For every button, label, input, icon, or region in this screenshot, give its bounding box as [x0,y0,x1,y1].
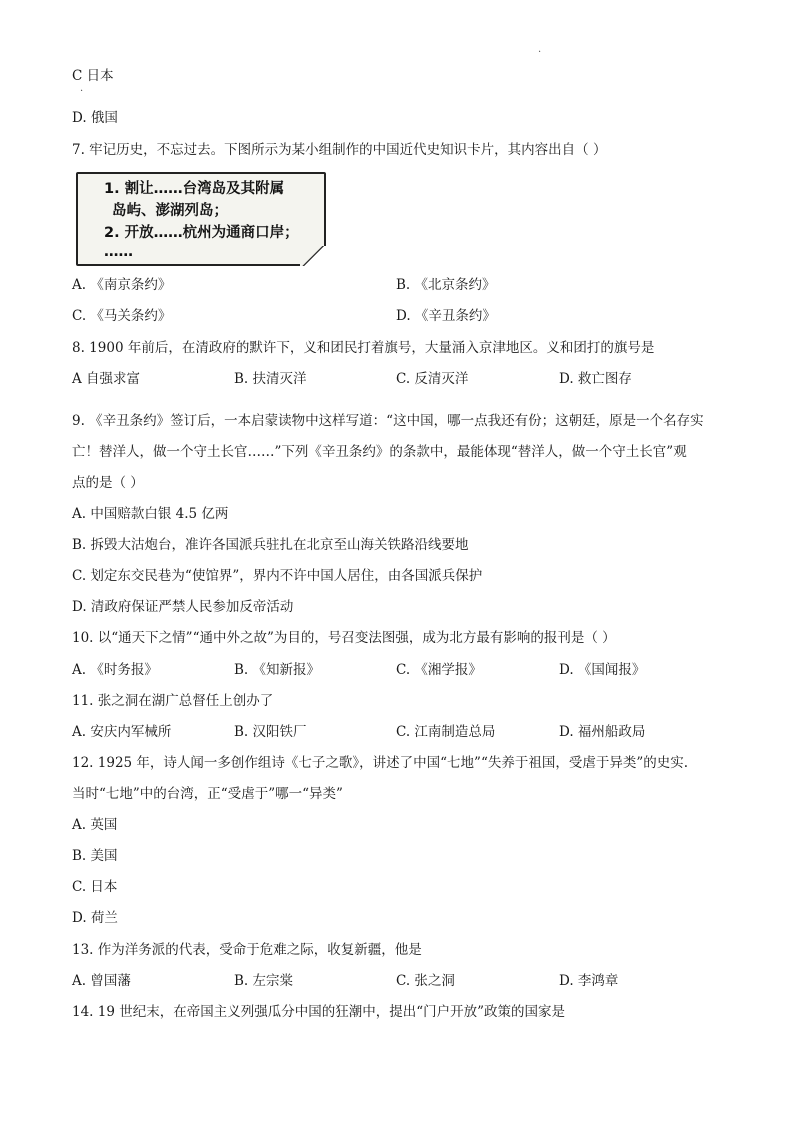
question-10-option-d: D. 《国闻报》 [559,662,646,678]
question-8-option-a: A 自强求富 [72,371,141,387]
question-9-stem-line-1: 9. 《辛丑条约》签订后，一本启蒙读物中这样写道：“这中国，哪一点我还有份；这朝廷，原是一个名存实 [72,413,704,429]
question-9-option-c: C. 划定东交民巷为“使馆界”，界内不许中国人居住，由各国派兵保护 [72,568,483,584]
card-line-1: 1. 割让……台湾岛及其附属 [104,181,285,197]
question-12-option-a: A. 英国 [72,817,118,833]
question-11-option-c: C. 江南制造总局 [396,724,496,740]
question-10-option-c: C. 《湘学报》 [396,662,482,678]
question-12-option-b: B. 美国 [72,848,118,864]
question-7-option-b: B. 《北京条约》 [396,277,496,293]
question-9-stem-line-2: 亡！替洋人，做一个守土长官……”下列《辛丑条约》的条款中，最能体现“替洋人，做一个守土长官”观 [72,444,687,460]
question-13-option-a: A. 曾国藩 [72,973,131,989]
question-9-option-a: A. 中国赔款白银 4.5 亿两 [72,506,229,522]
question-14-stem: 14. 19 世纪末，在帝国主义列强瓜分中国的狂潮中，提出“门户开放”政策的国家是 [72,1004,566,1020]
question-12-option-d: D. 荷兰 [72,910,118,926]
card-line-2: 岛屿、澎湖列岛； [112,203,228,219]
question-13-stem: 13. 作为洋务派的代表，受命于危难之际，收复新疆，他是 [72,942,422,958]
knowledge-card-image [76,172,326,266]
header-dot: . [538,44,542,55]
question-7-stem: 7. 牢记历史，不忘过去。下图所示为某小组制作的中国近代史知识卡片，其内容出自（ ） [72,142,607,158]
question-7-option-a: A. 《南京条约》 [72,277,172,293]
question-8-option-b: B. 扶清灭洋 [234,371,307,387]
question-12-stem-line-2: 当时“七地”中的台湾，正“受虐于”哪一“异类” [72,786,343,802]
question-13-option-c: C. 张之洞 [396,973,455,989]
question-12-stem-line-1: 12. 1925 年，诗人闻一多创作组诗《七子之歌》，讲述了中国“七地”“失养于祖国，受虐于异类”的史实. [72,755,689,771]
question-8-option-c: C. 反清灭洋 [396,371,469,387]
question-10-option-b: B. 《知新报》 [234,662,321,678]
question-13-option-d: D. 李鸿章 [559,973,619,989]
card-line-4: …… [104,244,133,260]
prev-option-d: D. 俄国 [72,110,118,126]
question-11-stem: 11. 张之洞在湖广总督任上创办了 [72,693,274,709]
question-9-option-d: D. 清政府保证严禁人民参加反帝活动 [72,599,294,615]
question-11-option-a: A. 安庆内军械所 [72,724,172,740]
question-13-option-b: B. 左宗棠 [234,973,294,989]
question-9-stem-line-3: 点的是（ ） [72,475,144,491]
question-10-option-a: A. 《时务报》 [72,662,158,678]
prev-option-c: C 日本 [72,68,114,84]
question-8-stem: 8. 1900 年前后，在清政府的默许下，义和团民打着旗号，大量涌入京津地区。义和团打的旗号是 [72,340,655,356]
question-8-option-d: D. 救亡图存 [559,371,632,387]
question-7-option-d: D. 《辛丑条约》 [396,308,496,324]
question-10-stem: 10. 以“通天下之情”“通中外之故”为目的，号召变法图强，成为北方最有影响的报刊是（ ） [72,630,616,646]
stray-mark: · [80,86,84,97]
question-9-option-b: B. 拆毁大沽炮台，准许各国派兵驻扎在北京至山海关铁路沿线要地 [72,537,469,553]
question-11-option-d: D. 福州船政局 [559,724,646,740]
card-line-3: 2. 开放……杭州为通商口岸； [104,225,299,241]
question-11-option-b: B. 汉阳铁厂 [234,724,307,740]
question-7-option-c: C. 《马关条约》 [72,308,172,324]
question-12-option-c: C. 日本 [72,879,118,895]
